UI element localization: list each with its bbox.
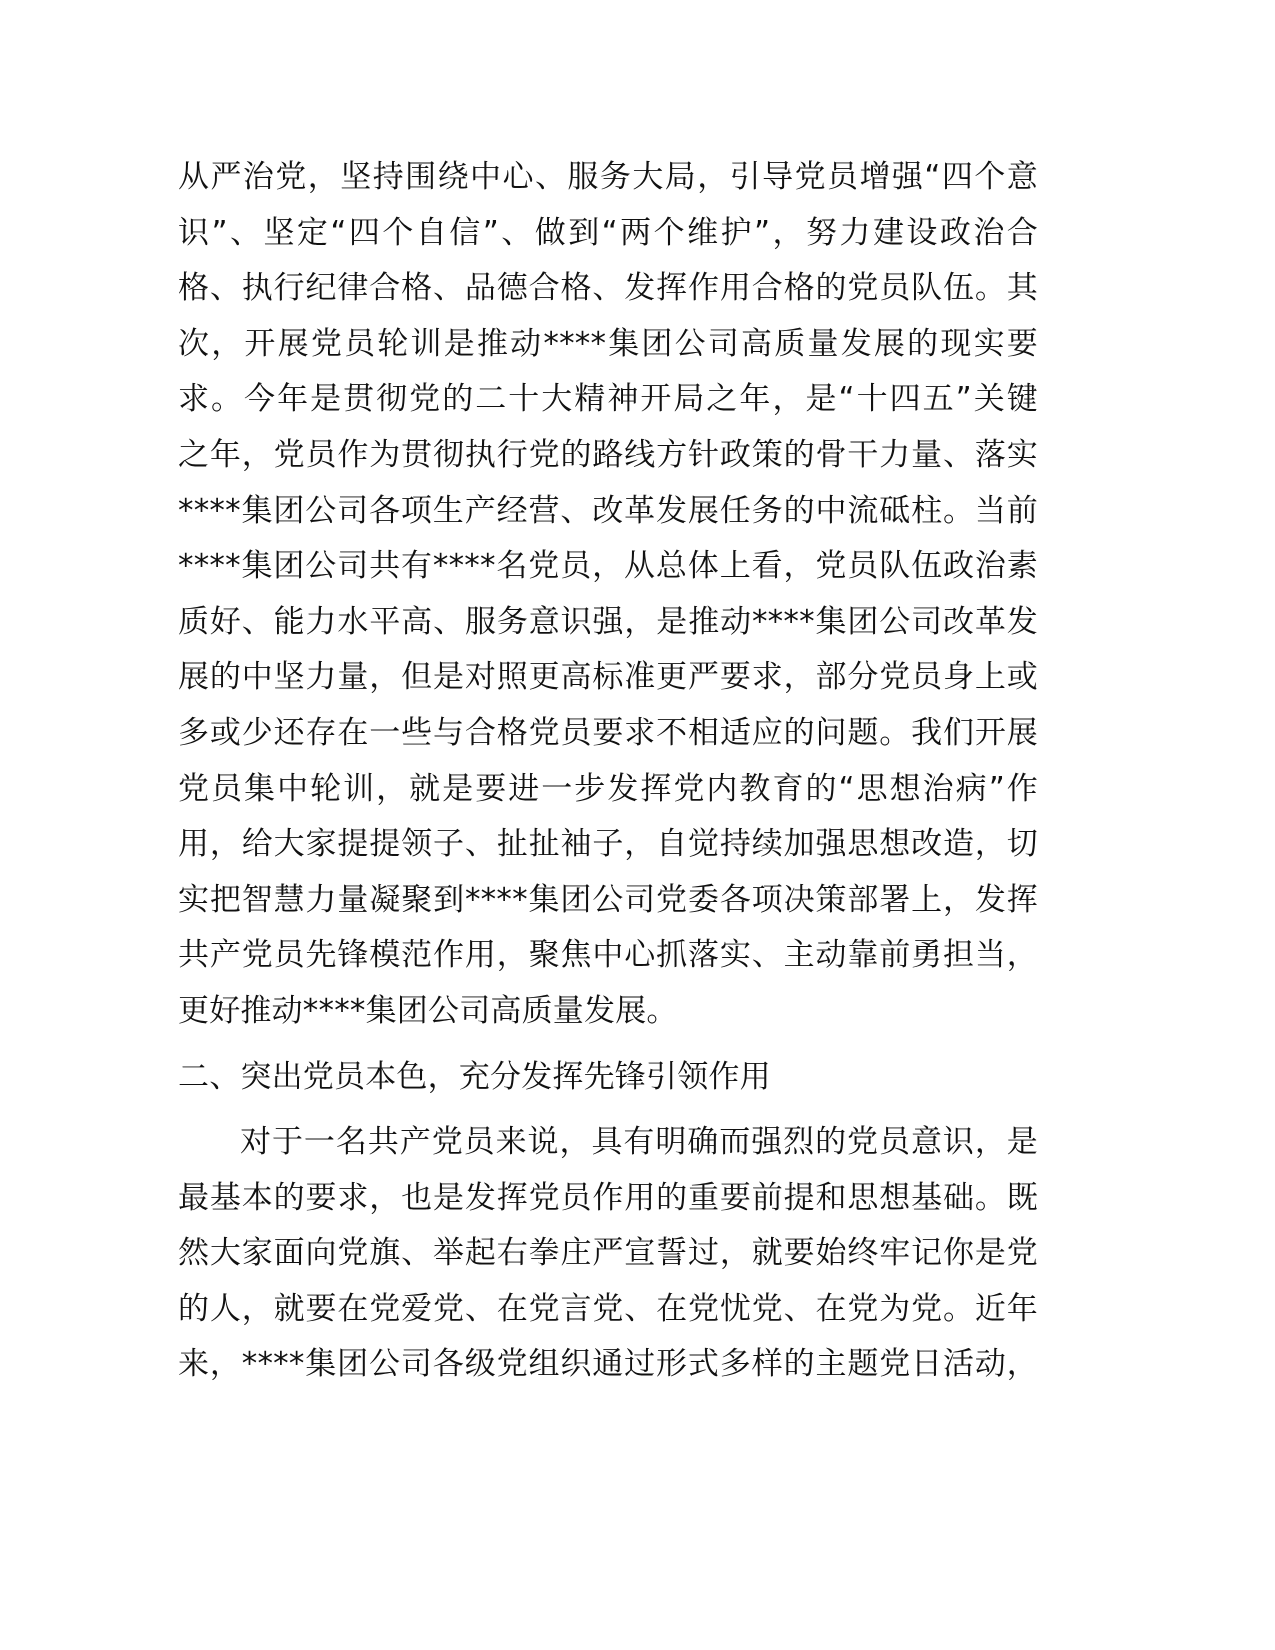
- text-line: 识”、坚定“四个自信”、做到“两个维护”，努力建设政治合: [178, 214, 1038, 251]
- text-line: 展的中坚力量，但是对照更高标准更严要求，部分党员身上或: [178, 659, 1038, 696]
- text-line: 党员集中轮训，就是要进一步发挥党内教育的“思想治病”作: [178, 770, 1038, 807]
- text-line: 更好推动****集团公司高质量发展。: [178, 992, 678, 1029]
- text-line: 的人，就要在党爱党、在党言党、在党忧党、在党为党。近年: [178, 1290, 1038, 1327]
- text-line: 共产党员先锋模范作用，聚焦中心抓落实、主动靠前勇担当，: [178, 937, 1038, 974]
- text-line: 来，****集团公司各级党组织通过形式多样的主题党日活动，: [178, 1346, 1038, 1383]
- paragraph-continued: [178, 150, 1038, 1040]
- text-line: 质好、能力水平高、服务意识强，是推动****集团公司改革发: [178, 603, 1038, 640]
- text-line: 用，给大家提提领子、扯扯袖子，自觉持续加强思想改造，切: [178, 826, 1038, 863]
- text-line: 然大家面向党旗、举起右拳庄严宣誓过，就要始终牢记你是党: [178, 1235, 1038, 1272]
- heading-text: 二、突出党员本色，充分发挥先锋引领作用: [178, 1058, 771, 1095]
- text-line: 多或少还存在一些与合格党员要求不相适应的问题。我们开展: [178, 714, 1038, 751]
- text-line: 从严治党，坚持围绕中心、服务大局，引导党员增强“四个意: [178, 159, 1038, 195]
- text-line: 格、执行纪律合格、品德合格、发挥作用合格的党员队伍。其: [178, 270, 1038, 307]
- text-line: 实把智慧力量凝聚到****集团公司党委各项决策部署上，发挥: [178, 881, 1038, 918]
- text-line: 次，开展党员轮训是推动****集团公司高质量发展的现实要: [178, 325, 1038, 362]
- text-line: 之年，党员作为贯彻执行党的路线方针政策的骨干力量、落实: [178, 436, 1038, 473]
- text-line: ****集团公司共有****名党员，从总体上看，党员队伍政治素: [178, 548, 1038, 585]
- text-line: 对于一名共产党员来说，具有明确而强烈的党员意识，是: [240, 1124, 1038, 1161]
- text-line: 最基本的要求，也是发挥党员作用的重要前提和思想基础。既: [178, 1179, 1038, 1216]
- text-line: 求。今年是贯彻党的二十大精神开局之年，是“十四五”关键: [178, 381, 1038, 418]
- paragraph-section-two: [178, 1115, 1038, 1393]
- section-heading: [178, 1050, 1038, 1106]
- document-body: [178, 150, 1038, 1393]
- text-line: ****集团公司各项生产经营、改革发展任务的中流砥柱。当前: [178, 492, 1038, 529]
